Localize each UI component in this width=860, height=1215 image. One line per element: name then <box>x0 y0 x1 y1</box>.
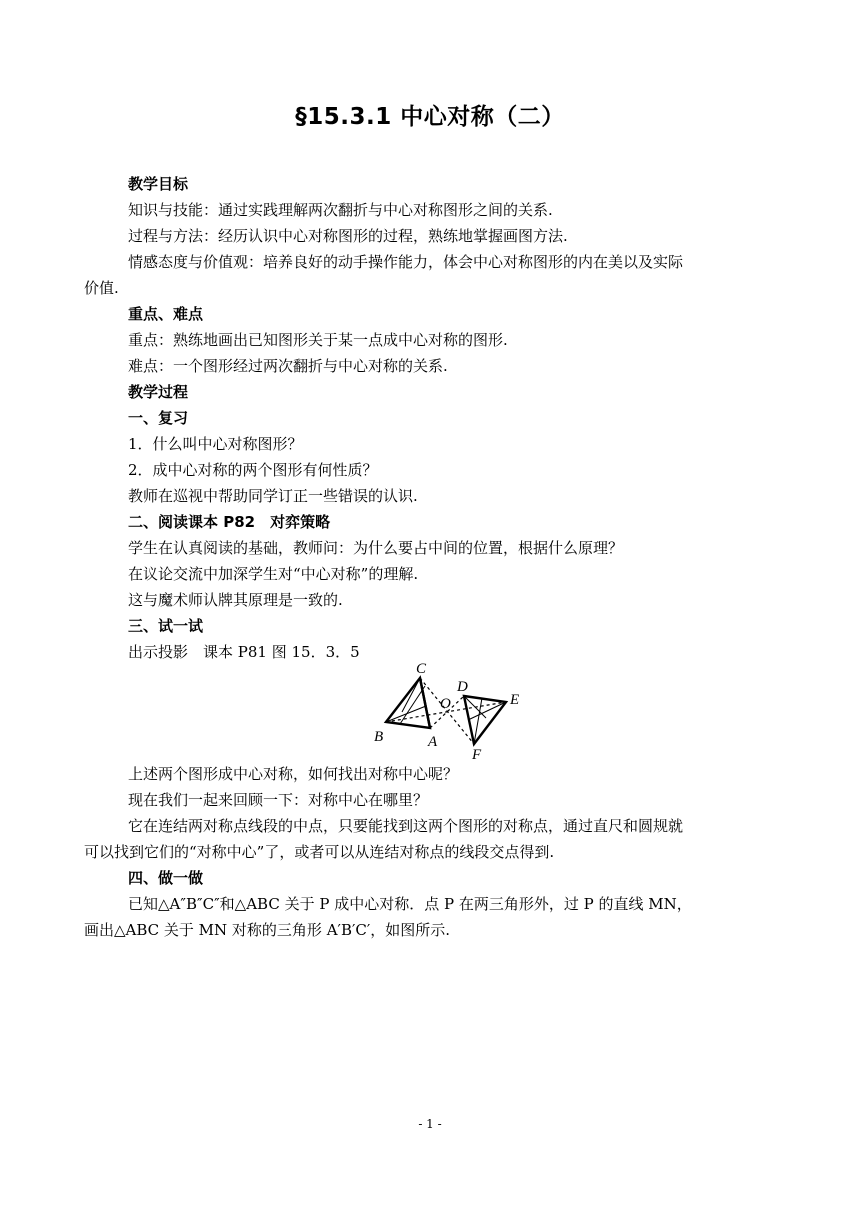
heading-process: 教学过程 <box>128 383 189 401</box>
label-f: F <box>472 747 482 762</box>
paragraph: 上述两个图形成中心对称，如何找出对称中心呢？ <box>128 765 459 783</box>
page-number: - 1 - <box>418 1117 442 1131</box>
paragraph: 它在连结两对称点线段的中点，只要能找到这两个图形的对称点，通过直尺和圆规就 <box>128 817 684 835</box>
paragraph: 出示投影 课本 P81 图 15．3．5 <box>128 643 360 661</box>
heading-objectives: 教学目标 <box>128 175 189 193</box>
heading-try: 三、试一试 <box>128 617 204 635</box>
paragraph: 知识与技能：通过实践理解两次翻折与中心对称图形之间的关系. <box>128 201 553 219</box>
paragraph: 重点：熟练地画出已知图形关于某一点成中心对称的图形. <box>128 331 508 349</box>
paragraph-continuation: 画出△ABC 关于 MN 对称的三角形 A′B′C′，如图所示. <box>84 921 451 939</box>
label-o: O <box>440 696 451 712</box>
paragraph: 难点：一个图形经过两次翻折与中心对称的关系. <box>128 357 448 375</box>
edge-ca <box>420 678 430 728</box>
list-item: 2．成中心对称的两个图形有何性质？ <box>128 461 378 479</box>
label-b: B <box>374 729 384 745</box>
paragraph: 在议论交流中加深学生对“中心对称”的理解. <box>128 565 419 583</box>
heading-do: 四、做一做 <box>128 869 204 887</box>
paragraph-continuation: 价值. <box>84 279 119 297</box>
paragraph: 过程与方法：经历认识中心对称图形的过程，熟练地掌握画图方法. <box>128 227 568 245</box>
label-c: C <box>416 662 427 677</box>
label-a: A <box>428 734 438 750</box>
paragraph-continuation: 可以找到它们的“对称中心”了，或者可以从连结对称点的线段交点得到. <box>84 843 555 861</box>
heading-key-points: 重点、难点 <box>128 305 204 323</box>
paragraph: 教师在巡视中帮助同学订正一些错误的认识. <box>128 487 418 505</box>
list-item: 1．什么叫中心对称图形？ <box>128 435 303 453</box>
page-title: §15.3.1 中心对称（二） <box>295 104 565 130</box>
heading-review: 一、复习 <box>128 409 189 427</box>
label-e: E <box>510 692 520 708</box>
paragraph: 已知△A″B″C″和△ABC 关于 P 成中心对称．点 P 在两三角形外，过 P 的直线 MN， <box>128 895 692 913</box>
paragraph: 情感态度与价值观：培养良好的动手操作能力，体会中心对称图形的内在美以及实际 <box>128 253 684 271</box>
central-symmetry-figure <box>370 662 530 762</box>
paragraph: 这与魔术师认牌其原理是一致的. <box>128 591 343 609</box>
heading-reading: 二、阅读课本 P82 对弈策略 <box>128 513 331 531</box>
paragraph: 现在我们一起来回顾一下：对称中心在哪里？ <box>128 791 429 809</box>
label-d: D <box>457 679 468 695</box>
paragraph: 学生在认真阅读的基础，教师问：为什么要占中间的位置，根据什么原理？ <box>128 539 624 557</box>
